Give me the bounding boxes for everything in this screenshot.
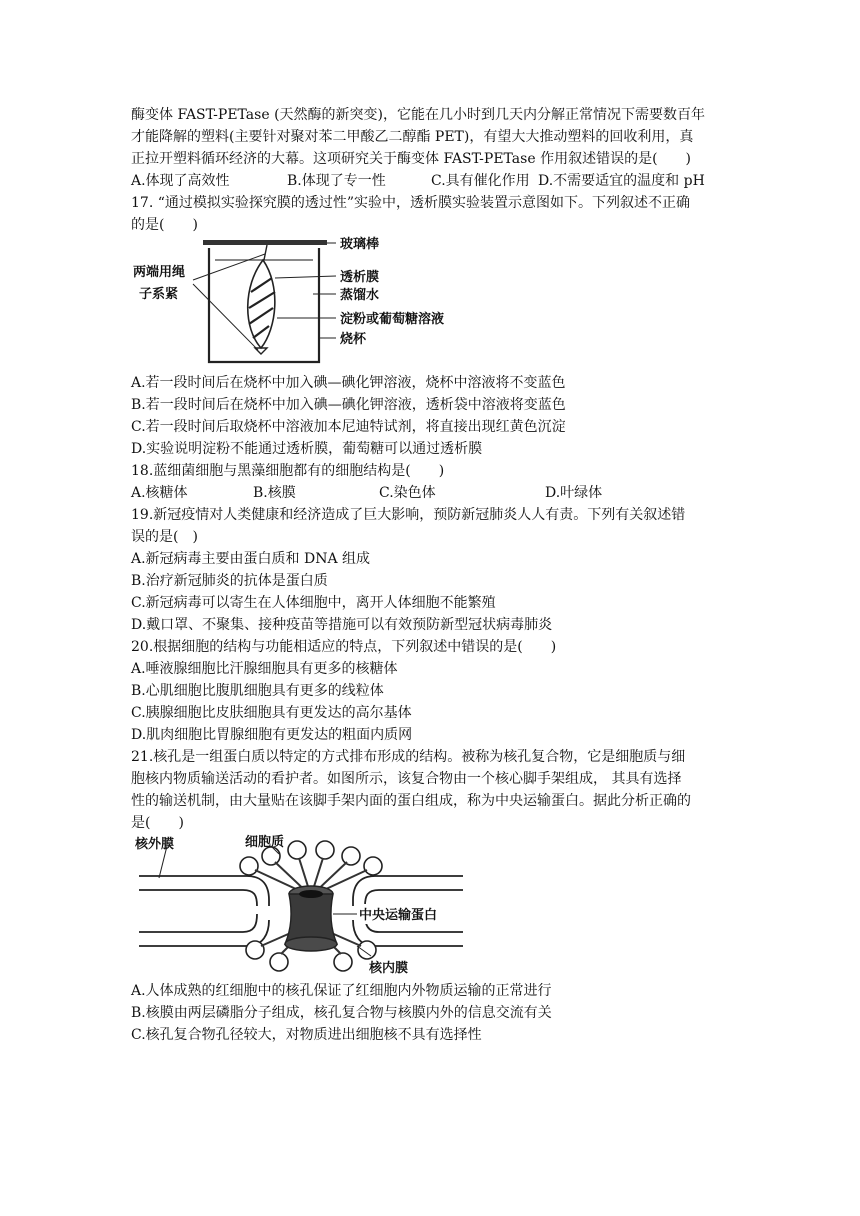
outer-membrane-right (353, 876, 463, 906)
q18-option-c: C.染色体 (379, 485, 436, 501)
label-cytoplasm: 细胞质 (245, 835, 285, 850)
q21-line-4: 是( ) (131, 815, 184, 831)
q18-option-a: A.核糖体 (131, 485, 188, 501)
label-outer-membrane: 核外膜 (135, 837, 175, 852)
q20-option-b: B.心肌细胞比腹肌细胞具有更多的线粒体 (131, 683, 384, 699)
q17-option-d: D.实验说明淀粉不能通过透析膜，葡萄糖可以通过透析膜 (131, 441, 483, 457)
central-barrel-bottom (285, 937, 337, 951)
glass-rod (203, 240, 327, 245)
q16-line-2: 才能降解的塑料(主要针对聚对苯二甲酸乙二醇酯 PET)，有望大大推动塑料的回收利用，真 (131, 129, 694, 145)
label-beaker: 烧杯 (340, 332, 367, 347)
q18-option-b: B.核膜 (253, 485, 296, 501)
q19-option-b: B.治疗新冠肺炎的抗体是蛋白质 (131, 573, 328, 589)
scaffold-ring (358, 941, 376, 959)
scaffold-ring (334, 953, 352, 971)
q20-option-a: A.唾液腺细胞比汗腺细胞具有更多的核糖体 (131, 661, 398, 677)
scaffold-ring (288, 841, 306, 859)
label-glass-rod: 玻璃棒 (340, 237, 380, 252)
scaffold-ring (342, 847, 360, 865)
q17-line-1: 17. “通过模拟实验探究膜的透过性”实验中，透析膜实验装置示意图如下。下列叙述不正确 (131, 195, 691, 211)
q17-line-2: 的是( ) (131, 217, 198, 233)
q21-option-c: C.核孔复合物孔径较大，对物质进出细胞核不具有选择性 (131, 1027, 482, 1043)
q19-option-a: A.新冠病毒主要由蛋白质和 DNA 组成 (131, 551, 371, 567)
label-central-protein: 中央运输蛋白 (359, 908, 438, 923)
label-rope-2: 子系紧 (139, 287, 179, 302)
label-solution: 淀粉或葡萄糖溶液 (340, 312, 445, 327)
label-membrane: 透析膜 (340, 270, 380, 285)
q19-line-2: 误的是( ) (131, 529, 198, 545)
question-20 (131, 636, 731, 746)
q16-line-3: 正拉开塑料循环经济的大幕。这项研究关于酶变体 FAST-PETase 作用叙述错误的是( ) (131, 151, 691, 167)
q16-options (131, 170, 731, 192)
q21-line-2: 胞核内物质输送活动的看护者。如图所示，该复合物由一个核心脚手架组成， 其具有选择 (131, 771, 682, 787)
q21-line-1: 21.核孔是一组蛋白质以特定的方式排布形成的结构。被称为核孔复合物，它是细胞质与细 (131, 749, 686, 765)
nuclear-pore-complex-figure (131, 834, 471, 980)
q20-option-d: D.肌肉细胞比胃腺细胞有更发达的粗面内质网 (131, 727, 413, 743)
rope-top (264, 245, 267, 260)
q20-stem: 20.根据细胞的结构与功能相适应的特点，下列叙述中错误的是( ) (131, 639, 557, 655)
q17-option-a: A.若一段时间后在烧杯中加入碘—碘化钾溶液，烧杯中溶液将不变蓝色 (131, 375, 566, 391)
label-rope-1: 两端用绳 (133, 265, 186, 280)
q16-option-d: D.不需要适宜的温度和 pH (538, 173, 705, 189)
question-17 (131, 192, 731, 460)
leader-membrane (275, 276, 336, 278)
question-16 (131, 104, 731, 192)
q17-option-c: C.若一段时间后取烧杯中溶液加本尼迪特试剂，将直接出现红黄色沉淀 (131, 419, 566, 435)
label-water: 蒸馏水 (340, 288, 380, 303)
label-inner-membrane: 核内膜 (369, 961, 409, 976)
scaffold-ring (316, 841, 334, 859)
question-19 (131, 504, 731, 636)
q18-options (131, 482, 731, 504)
q20-option-c: C.胰腺细胞比皮肤细胞具有更发达的高尔基体 (131, 705, 412, 721)
q16-option-b: B.体现了专一性 (287, 173, 386, 189)
inner-membrane-left (139, 914, 257, 932)
q19-line-1: 19.新冠疫情对人类健康和经济造成了巨大影响，预防新冠肺炎人人有责。下列有关叙述错 (131, 507, 686, 523)
q18-stem: 18.蓝细菌细胞与黑藻细胞都有的细胞结构是( ) (131, 463, 445, 479)
q16-option-c: C.具有催化作用 (431, 173, 530, 189)
q21-option-a: A.人体成熟的红细胞中的核孔保证了红细胞内外物质运输的正常进行 (131, 983, 552, 999)
scaffold-ring (240, 857, 258, 875)
question-18 (131, 460, 731, 504)
scaffold-ring (270, 953, 288, 971)
q19-option-d: D.戴口罩、不聚集、接种疫苗等措施可以有效预防新型冠状病毒肺炎 (131, 617, 553, 633)
scaffold-ring (364, 857, 382, 875)
exam-page (131, 104, 731, 1046)
outer-membrane-left-inner (139, 890, 257, 906)
q18-option-d: D.叶绿体 (545, 485, 603, 501)
q17-option-b: B.若一段时间后在烧杯中加入碘—碘化钾溶液，透析袋中溶液将变蓝色 (131, 397, 566, 413)
q19-option-c: C.新冠病毒可以寄生在人体细胞中，离开人体细胞不能繁殖 (131, 595, 496, 611)
central-barrel-opening (299, 890, 323, 898)
q21-option-b: B.核膜由两层磷脂分子组成，核孔复合物与核膜内外的信息交流有关 (131, 1005, 552, 1021)
q16-line-1: 酶变体 FAST-PETase (天然酶的新突变)，它能在几小时到几天内分解正常情况下需要数百年 (131, 107, 705, 123)
q16-option-a: A.体现了高效性 (131, 173, 230, 189)
dialysis-apparatus-figure (131, 236, 471, 372)
question-21 (131, 746, 731, 1046)
outer-membrane-right-inner (365, 890, 463, 906)
q21-line-3: 性的输送机制，由大量贴在该脚手架内面的蛋白组成，称为中央运输蛋白。据此分析正确的 (131, 793, 691, 809)
dialysis-bag (248, 260, 275, 348)
scaffold-ring (246, 941, 264, 959)
